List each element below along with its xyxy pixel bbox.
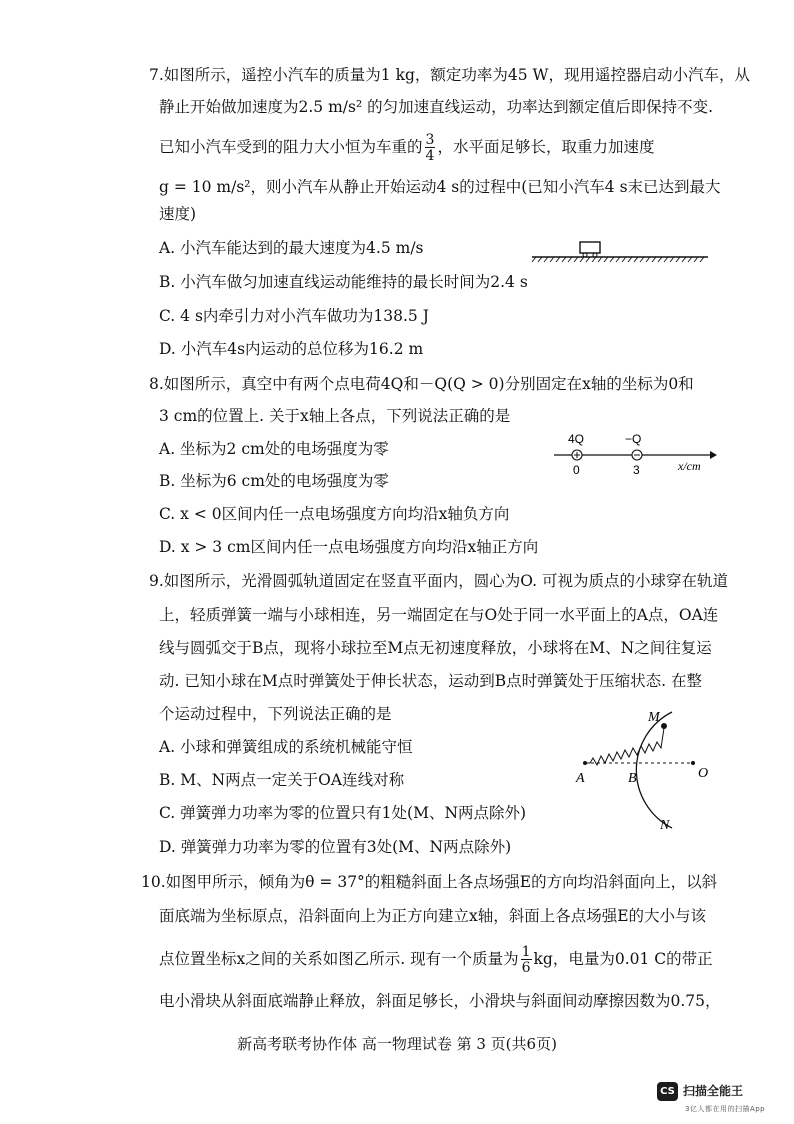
q7-option-b: B. 小汽车做匀加速直线运动能维持的最长时间为2.4 s <box>159 273 528 291</box>
page-footer: 新高考联考协作体 高一物理试卷 第 3 页(共6页) <box>237 1035 557 1053</box>
q9-option-a: A. 小球和弹簧组成的系统机械能守恒 <box>159 738 413 756</box>
q10-line-4: 电小滑块从斜面底端静止释放，斜面足够长，小滑块与斜面间动摩擦因数为0.75， <box>159 992 721 1010</box>
q10-line-1: 10.如图甲所示，倾角为θ = 37°的粗糙斜面上各点场强E的方向均沿斜面向上，以斜 <box>141 873 718 891</box>
watermark-title: 扫描全能王 <box>683 1084 744 1098</box>
point-charges-figure <box>550 430 720 478</box>
camscanner-logo-icon: CS <box>657 1082 678 1101</box>
axis-label: x/cm <box>678 459 701 473</box>
q9-line-2: 上，轻质弹簧一端与小球相连，另一端固定在与O处于同一水平面上的A点，OA连 <box>159 606 719 624</box>
position-0-label: 0 <box>573 463 580 477</box>
q10-line-2: 面底端为坐标原点，沿斜面向上为正方向建立x轴，斜面上各点场强E的大小与该 <box>159 907 707 925</box>
label-o: O <box>698 766 709 781</box>
fraction-3-4: $\frac{3}{4}$ <box>425 132 435 164</box>
watermark-subtitle: 3亿人都在用的扫描App <box>685 1105 766 1113</box>
q8-option-a: A. 坐标为2 cm处的电场强度为零 <box>159 440 389 458</box>
q9-option-d: D. 弹簧弹力功率为零的位置有3处(M、N两点除外) <box>159 838 512 856</box>
q7-line-5: 速度) <box>159 205 197 223</box>
q8-option-c: C. x < 0区间内任一点电场强度方向均沿x轴负方向 <box>159 505 510 523</box>
car-on-ground-figure <box>530 236 710 270</box>
scanner-watermark <box>657 1077 794 1122</box>
q8-option-b: B. 坐标为6 cm处的电场强度为零 <box>159 472 389 490</box>
q8-option-d: D. x > 3 cm区间内任一点电场强度方向均沿x轴正方向 <box>159 538 539 556</box>
q9-line-4: 动. 已知小球在M点时弹簧处于伸长状态，运动到B点时弹簧处于压缩状态. 在整 <box>159 672 702 690</box>
q8-line-2: 3 cm的位置上. 关于x轴上各点，下列说法正确的是 <box>159 407 511 425</box>
circular-track-spring-figure <box>568 702 718 834</box>
q7-line-1: 7.如图所示，遥控小汽车的质量为1 kg，额定功率为45 W，现用遥控器启动小汽车，从 <box>149 66 750 84</box>
q7-line-3: 已知小汽车受到的阻力大小恒为车重的 $\frac{3}{4}$ ，水平面足够长，取重力加速度 <box>159 132 655 164</box>
fraction-1-6: $\frac{1}{6}$ <box>521 944 531 976</box>
q7-option-c: C. 4 s内牵引力对小汽车做功为138.5 J <box>159 307 429 325</box>
q7-option-d: D. 小汽车4s内运动的总位移为16.2 m <box>159 340 424 358</box>
q7-line-2: 静止开始做加速度为2.5 m/s² 的匀加速直线运动，功率达到额定值后即保持不变. <box>159 98 714 116</box>
position-3-label: 3 <box>633 463 640 477</box>
q9-line-3: 线与圆弧交于B点，现将小球拉至M点无初速度释放，小球将在M、N之间往复运 <box>159 639 712 657</box>
charge-2-label: −Q <box>625 432 642 446</box>
q9-line-5: 个运动过程中，下列说法正确的是 <box>159 705 392 723</box>
q9-option-b: B. M、N两点一定关于OA连线对称 <box>159 771 405 789</box>
label-n: N <box>660 818 670 833</box>
q7-option-a: A. 小汽车能达到的最大速度为4.5 m/s <box>159 239 424 257</box>
q8-line-1: 8.如图所示，真空中有两个点电荷4Q和－Q(Q > 0)分别固定在x轴的坐标为0和 <box>149 375 694 393</box>
q9-option-c: C. 弹簧弹力功率为零的位置只有1处(M、N两点除外) <box>159 804 527 822</box>
charge-1-label: 4Q <box>568 432 585 446</box>
q9-line-1: 9.如图所示，光滑圆弧轨道固定在竖直平面内，圆心为O. 可视为质点的小球穿在轨道 <box>149 572 728 590</box>
q10-line-3: 点位置坐标x之间的关系如图乙所示. 现有一个质量为 $\frac{1}{6}$ kg，电量为0.01 C的带正 <box>159 944 713 976</box>
label-b: B <box>628 771 637 786</box>
label-a: A <box>576 771 585 786</box>
q7-line-4: g = 10 m/s²，则小汽车从静止开始运动4 s的过程中(已知小汽车4 s末已达到最大 <box>159 178 721 196</box>
label-m: M <box>648 710 660 725</box>
